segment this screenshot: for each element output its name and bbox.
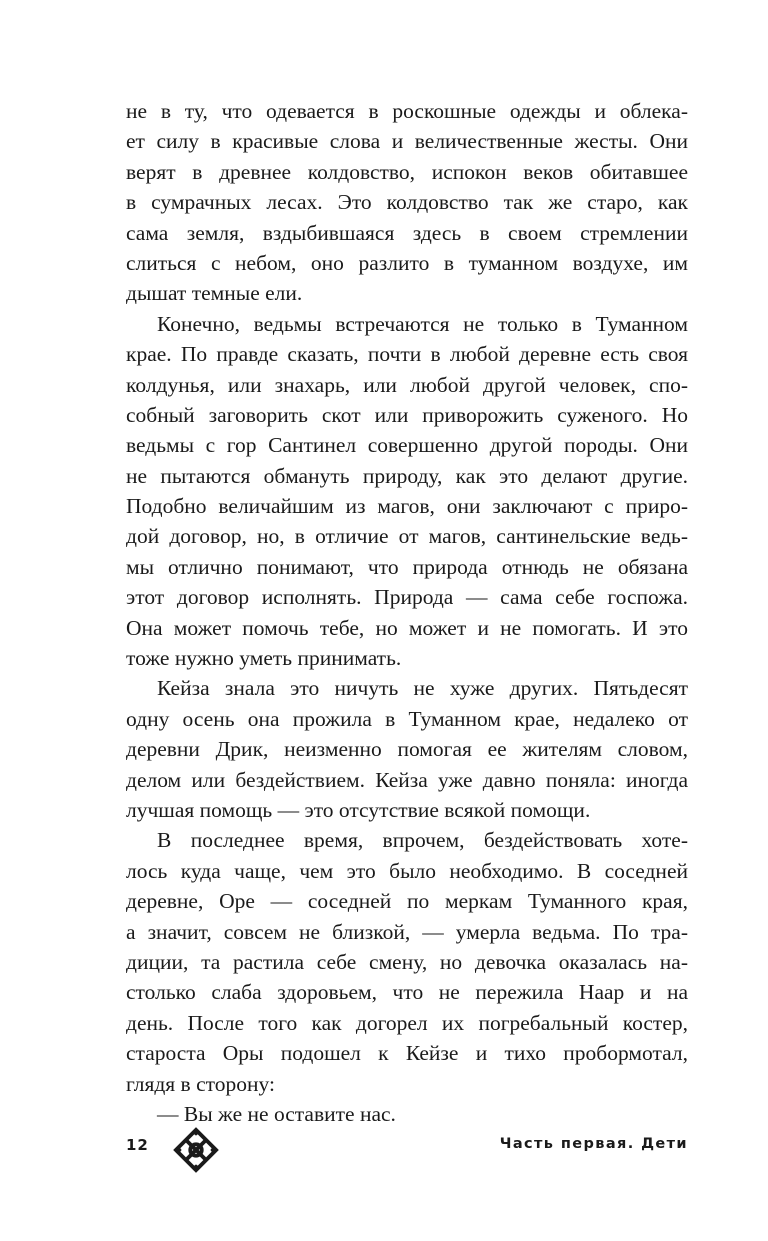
running-head: Часть первая. Дети bbox=[499, 1136, 688, 1152]
text-line: ет силу в красивые слова и величественные жесты. Они bbox=[126, 129, 688, 154]
text-line: дой договор, но, в отличие от магов, сантинельские ведь- bbox=[126, 524, 688, 549]
text-line: тоже нужно уметь принимать. bbox=[126, 646, 402, 671]
text-line: не пытаются обмануть природу, как это делают другие. bbox=[126, 463, 688, 488]
text-line: а значит, совсем не близкой, — умерла ведьма. По тра- bbox=[126, 919, 688, 944]
text-line: — Вы же не оставите нас. bbox=[157, 1101, 396, 1126]
text-line: колдунья, или знахарь, или любой другой человек, спо- bbox=[126, 372, 688, 397]
text-line: В последнее время, впрочем, бездействовать хоте- bbox=[157, 828, 688, 853]
text-line: диции, та растила себе смену, но девочка оказалась на- bbox=[126, 949, 688, 974]
text-line: этот договор исполнять. Природа — сама себе госпожа. bbox=[126, 585, 688, 610]
text-line: деревни Дрик, неизменно помогая ее жителям словом, bbox=[126, 737, 688, 762]
text-line: день. После того как догорел их погребальный костер, bbox=[126, 1010, 688, 1035]
text-line: не в ту, что одевается в роскошные одежды и облека- bbox=[126, 99, 688, 123]
text-line: глядя в сторону: bbox=[126, 1071, 275, 1096]
text-line: Кейза знала это ничуть не хуже других. Пятьдесят bbox=[157, 676, 688, 701]
text-line: столько слаба здоровьем, что не пережила Наар и на bbox=[126, 980, 688, 1005]
text-line: лось куда чаще, чем это было необходимо. В соседней bbox=[126, 858, 688, 883]
page-number: 12 bbox=[126, 1136, 149, 1154]
text-line: деревне, Оре — соседней по меркам Туманного края, bbox=[126, 889, 688, 914]
text-line: Подобно величайшим из магов, они заключают с приро- bbox=[126, 494, 688, 519]
text-line: слиться с небом, оно разлито в туманном воздухе, им bbox=[126, 250, 688, 275]
text-line: ведьмы с гор Сантинел совершенно другой породы. Они bbox=[126, 433, 688, 458]
text-line: Она может помочь тебе, но может и не помогать. И это bbox=[126, 615, 688, 640]
text-line: собный заговорить скот или приворожить суженого. Но bbox=[126, 402, 688, 427]
text-line: делом или бездействием. Кейза уже давно поняла: иногда bbox=[126, 767, 688, 792]
text-line: верят в древнее колдовство, испокон веков обитавшее bbox=[126, 159, 688, 184]
text-line: дышат темные ели. bbox=[126, 281, 303, 306]
knot-ornament-icon bbox=[173, 1127, 219, 1173]
page-footer bbox=[126, 1127, 688, 1167]
text-line: в сумрачных лесах. Это колдовство так же старо, как bbox=[126, 190, 688, 215]
body-text bbox=[126, 96, 688, 1129]
text-line: мы отлично понимают, что природа отнюдь не обязана bbox=[126, 554, 688, 579]
text-line: крае. По правде сказать, почти в любой деревне есть своя bbox=[126, 342, 688, 367]
text-line: Конечно, ведьмы встречаются не только в Туманном bbox=[157, 311, 688, 336]
text-line: староста Оры подошел к Кейзе и тихо пробормотал, bbox=[126, 1041, 688, 1066]
text-line: лучшая помощь — это отсутствие всякой помощи. bbox=[126, 797, 591, 822]
text-line: сама земля, вздыбившаяся здесь в своем стремлении bbox=[126, 220, 688, 245]
text-line: одну осень она прожила в Туманном крае, недалеко от bbox=[126, 706, 688, 731]
